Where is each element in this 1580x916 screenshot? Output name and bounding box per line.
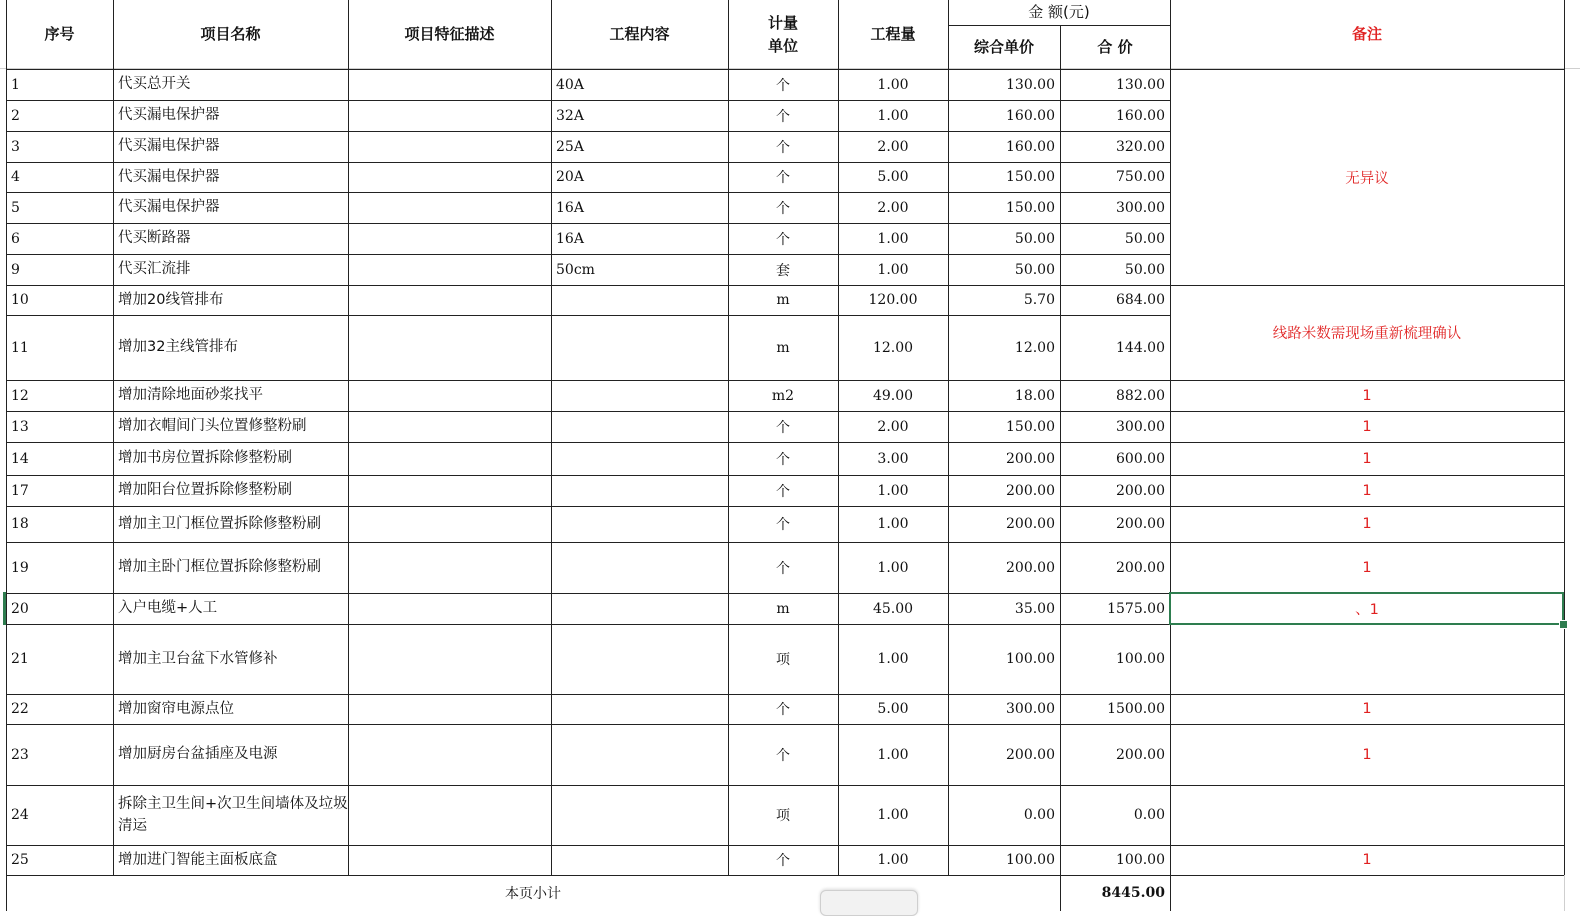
cell-total[interactable]: 750.00 (1116, 169, 1165, 185)
cell-total[interactable]: 200.00 (1116, 516, 1165, 532)
cell-unit[interactable]: 个 (776, 139, 790, 156)
cell-seq[interactable]: 6 (11, 230, 20, 247)
cell-qty[interactable]: 1.00 (877, 76, 909, 93)
cell-seq[interactable]: 23 (11, 746, 29, 763)
cell-total[interactable]: 50.00 (1124, 261, 1165, 278)
cell-desc[interactable] (348, 506, 551, 542)
cell-total[interactable]: 684.00 (1116, 292, 1165, 308)
cell-unit[interactable]: 个 (776, 747, 790, 764)
cell-qty[interactable]: 1.00 (877, 852, 909, 868)
cell-unit-price[interactable]: 12.00 (1014, 339, 1055, 356)
header-name[interactable]: 项目名称 (200, 25, 261, 44)
grid-line-v (113, 0, 114, 875)
grid-line-h (1170, 411, 1564, 412)
cell-seq[interactable]: 12 (11, 387, 29, 404)
grid-line-v (6, 0, 7, 911)
cell-desc[interactable] (348, 542, 551, 593)
cell-content[interactable] (551, 593, 728, 624)
cell-content[interactable] (551, 411, 728, 442)
cell-seq[interactable]: 14 (11, 450, 29, 467)
grid-line-h (6, 475, 1170, 476)
grid-line-h (1170, 506, 1564, 507)
cell-content[interactable] (551, 380, 728, 411)
cell-qty[interactable]: 3.00 (877, 450, 909, 467)
cell-name[interactable]: 代买汇流排 (118, 261, 191, 278)
cell-total[interactable]: 160.00 (1116, 107, 1165, 124)
cell-total[interactable]: 1575.00 (1107, 600, 1165, 617)
cell-unit[interactable]: 个 (776, 702, 790, 718)
cell-qty[interactable]: 1.00 (877, 261, 909, 278)
cell-note[interactable]: 、1 (1355, 602, 1379, 618)
cell-total[interactable]: 200.00 (1116, 559, 1165, 576)
cell-unit-price[interactable]: 100.00 (1006, 852, 1055, 868)
header-total[interactable]: 合 价 (1097, 37, 1133, 56)
header-desc[interactable]: 项目特征描述 (404, 25, 495, 44)
grid-line-h (6, 845, 1170, 846)
cell-desc[interactable] (348, 285, 551, 315)
grid-line-v (1060, 25, 1061, 911)
cell-qty[interactable]: 1.00 (877, 559, 909, 576)
cell-desc[interactable] (348, 624, 551, 694)
cell-desc[interactable] (348, 131, 551, 162)
grid-line-h (1170, 875, 1564, 876)
cell-total[interactable]: 200.00 (1116, 482, 1165, 499)
cell-qty[interactable]: 49.00 (872, 387, 914, 404)
fill-handle[interactable] (1559, 620, 1568, 629)
cell-qty[interactable]: 12.00 (872, 339, 914, 356)
cell-total[interactable]: 144.00 (1116, 339, 1165, 356)
grid-line-h (6, 100, 1170, 101)
grid-line-h (6, 411, 1170, 412)
cell-seq[interactable]: 9 (11, 261, 20, 278)
cell-note[interactable] (1170, 785, 1564, 845)
grid-line-v (1170, 0, 1171, 911)
cell-name[interactable]: 增加主卫门框位置拆除修整粉刷 (118, 515, 321, 532)
grid-line-h (6, 875, 1170, 876)
cell-seq[interactable]: 4 (11, 169, 20, 185)
grid-line-h (1170, 442, 1564, 443)
cell-note[interactable]: 1 (1362, 701, 1372, 717)
cell-unit[interactable]: 套 (776, 262, 790, 279)
cell-content[interactable] (551, 845, 728, 875)
header-amount-group[interactable]: 金 额(元) (1028, 3, 1090, 22)
header-qty[interactable]: 工程量 (870, 25, 916, 44)
grid-line-v (1564, 0, 1565, 875)
grid-line-h (6, 593, 1170, 594)
cell-total[interactable]: 882.00 (1116, 387, 1165, 404)
grid-line-h (1170, 845, 1564, 846)
grid-line-h (6, 542, 1170, 543)
cell-note[interactable]: 1 (1362, 418, 1372, 435)
cell-name[interactable]: 增加阳台位置拆除修整粉刷 (118, 482, 292, 499)
cell-unit[interactable]: 个 (776, 853, 790, 869)
cell-content[interactable] (551, 694, 728, 724)
header-unit-price[interactable]: 综合单价 (973, 37, 1034, 56)
cell-note[interactable]: 1 (1362, 516, 1372, 532)
cell-content[interactable]: 25A (556, 138, 584, 155)
cell-name[interactable]: 拆除主卫生间+次卫生间墙体及垃圾清运 (118, 795, 348, 834)
cell-total[interactable]: 320.00 (1116, 138, 1165, 155)
cell-note[interactable]: 1 (1362, 559, 1372, 576)
cell-unit[interactable]: 个 (776, 108, 790, 125)
cell-unit-price[interactable]: 160.00 (1006, 107, 1055, 124)
cell-name[interactable]: 增加清除地面砂浆找平 (118, 387, 263, 404)
cell-unit-price[interactable]: 300.00 (1006, 701, 1055, 717)
cell-unit-price[interactable]: 5.70 (1023, 292, 1055, 308)
cell-note[interactable]: 1 (1362, 852, 1372, 868)
grid-line-h (6, 442, 1170, 443)
subtotal-value[interactable]: 8445.00 (1101, 885, 1165, 901)
grid-line-h (1170, 542, 1564, 543)
cell-note[interactable] (1170, 624, 1564, 694)
grid-line-h (948, 25, 1170, 26)
cell-unit[interactable]: 个 (776, 77, 790, 94)
cell-content[interactable]: 20A (556, 169, 584, 185)
cell-name[interactable]: 代买漏电保护器 (118, 107, 220, 124)
grid-line-h (1170, 724, 1564, 725)
cell-desc[interactable] (348, 192, 551, 223)
cell-unit-price[interactable]: 160.00 (1006, 138, 1055, 155)
cell-qty[interactable]: 2.00 (877, 138, 909, 155)
cell-unit[interactable]: m (776, 292, 790, 308)
cell-name[interactable]: 入户电缆+人工 (118, 600, 218, 617)
cell-seq[interactable]: 3 (11, 138, 20, 155)
cell-unit-price[interactable]: 150.00 (1006, 418, 1055, 435)
grid-line-h (6, 254, 1170, 255)
cell-name[interactable]: 代买漏电保护器 (118, 168, 220, 185)
cell-note[interactable]: 1 (1362, 450, 1372, 467)
cell-content[interactable]: 16A (556, 230, 584, 247)
cell-unit-price[interactable]: 200.00 (1006, 450, 1055, 467)
cell-seq[interactable]: 5 (11, 199, 20, 216)
grid-line-h (6, 192, 1170, 193)
cell-unit[interactable]: m (776, 600, 790, 617)
header-seq[interactable]: 序号 (44, 25, 75, 44)
cell-seq[interactable]: 11 (11, 339, 29, 356)
header-note[interactable]: 备注 (1351, 25, 1382, 44)
grid-line-h (6, 724, 1170, 725)
cell-total[interactable]: 1500.00 (1107, 701, 1165, 717)
cell-seq[interactable]: 21 (11, 651, 29, 667)
cell-note[interactable]: 1 (1362, 746, 1372, 763)
cell-seq[interactable]: 19 (11, 559, 29, 576)
cell-unit[interactable]: 个 (776, 170, 790, 186)
cell-total[interactable]: 600.00 (1116, 450, 1165, 467)
cell-unit-price[interactable]: 50.00 (1014, 261, 1055, 278)
cell-seq[interactable]: 25 (11, 852, 29, 868)
cell-total[interactable]: 50.00 (1124, 230, 1165, 247)
grid-line-h (6, 69, 1564, 70)
cell-content[interactable] (551, 442, 728, 475)
cell-total[interactable]: 130.00 (1116, 76, 1165, 93)
cell-qty[interactable]: 1.00 (877, 230, 909, 247)
cell-desc[interactable] (348, 254, 551, 285)
cell-seq[interactable]: 2 (11, 107, 20, 124)
cell-seq[interactable]: 1 (11, 76, 20, 93)
grid-line-h (6, 694, 1170, 695)
cell-note[interactable]: 1 (1362, 482, 1372, 499)
cell-qty[interactable]: 5.00 (877, 169, 909, 185)
cell-name[interactable]: 增加厨房台盆插座及电源 (118, 746, 278, 763)
cell-unit[interactable]: 个 (776, 560, 790, 577)
grid-line-h (1170, 694, 1564, 695)
cell-unit[interactable]: 个 (776, 451, 790, 468)
cell-desc[interactable] (348, 442, 551, 475)
cell-unit[interactable]: 个 (776, 419, 790, 436)
cell-qty[interactable]: 1.00 (877, 482, 909, 499)
cell-qty[interactable]: 2.00 (877, 199, 909, 216)
cell-content[interactable]: 50cm (556, 261, 595, 278)
cell-unit[interactable]: m2 (771, 387, 795, 404)
header-content[interactable]: 工程内容 (609, 25, 670, 44)
grid-line-h (6, 624, 1170, 625)
cell-total[interactable]: 200.00 (1116, 746, 1165, 763)
note-merged-no-objection[interactable]: 无异议 (1345, 170, 1389, 187)
grid-line-h (6, 315, 1170, 316)
cell-qty[interactable]: 5.00 (877, 701, 909, 717)
cell-unit-price[interactable]: 130.00 (1006, 76, 1055, 93)
grid-line-v (948, 0, 949, 875)
cell-desc[interactable] (348, 593, 551, 624)
cell-desc[interactable] (348, 69, 551, 100)
note-merged-line-length[interactable]: 线路米数需现场重新梳理确认 (1272, 326, 1462, 342)
cell-unit-price[interactable]: 35.00 (1014, 600, 1055, 617)
cell-desc[interactable] (348, 223, 551, 254)
cell-seq[interactable]: 10 (11, 292, 29, 308)
cell-total[interactable]: 0.00 (1133, 807, 1165, 823)
cell-total[interactable]: 100.00 (1116, 852, 1165, 868)
grid-line-h (6, 285, 1170, 286)
cell-desc[interactable] (348, 785, 551, 845)
cell-desc[interactable] (348, 694, 551, 724)
cell-desc[interactable] (348, 845, 551, 875)
grid-line-h (6, 162, 1170, 163)
cell-unit-price[interactable]: 200.00 (1006, 482, 1055, 499)
grid-line-h (1170, 380, 1564, 381)
cell-name[interactable]: 代买漏电保护器 (118, 199, 220, 216)
cell-total[interactable]: 300.00 (1116, 199, 1165, 216)
cell-seq[interactable]: 24 (11, 807, 29, 823)
cell-name[interactable]: 增加衣帽间门头位置修整粉刷 (118, 418, 307, 435)
cell-desc[interactable] (348, 162, 551, 192)
cell-unit[interactable]: 个 (776, 483, 790, 500)
grid-line-h (6, 380, 1170, 381)
cell-seq[interactable]: 18 (11, 516, 29, 532)
cell-unit[interactable]: 个 (776, 200, 790, 217)
cell-desc[interactable] (348, 100, 551, 131)
row-selection-marker (3, 592, 6, 625)
cell-unit[interactable]: 项 (776, 652, 790, 668)
grid-line-h (1170, 475, 1564, 476)
cell-content[interactable] (551, 785, 728, 845)
cell-qty[interactable]: 1.00 (877, 107, 909, 124)
grid-line-h (6, 506, 1170, 507)
cell-name[interactable]: 代买漏电保护器 (118, 138, 220, 155)
cell-name[interactable]: 增加32主线管排布 (118, 339, 238, 356)
cell-unit[interactable]: 个 (776, 231, 790, 248)
cell-name[interactable]: 代买断路器 (118, 230, 191, 247)
cell-unit-price[interactable]: 150.00 (1006, 169, 1055, 185)
cell-total[interactable]: 300.00 (1116, 418, 1165, 435)
cell-qty[interactable]: 120.00 (868, 292, 918, 308)
cell-qty[interactable]: 1.00 (877, 651, 909, 667)
cell-name[interactable]: 增加进门智能主面板底盒 (118, 851, 278, 868)
header-unit[interactable]: 计量 单位 (767, 14, 798, 55)
cell-unit-price[interactable]: 0.00 (1023, 807, 1055, 823)
cell-unit-price[interactable]: 150.00 (1006, 199, 1055, 216)
cell-unit-price[interactable]: 200.00 (1006, 746, 1055, 763)
cell-content[interactable]: 40A (556, 76, 584, 93)
grid-line-v (1564, 875, 1565, 911)
cell-desc[interactable] (348, 475, 551, 506)
grid-line-v (728, 0, 729, 875)
cell-unit[interactable]: 个 (776, 517, 790, 533)
cell-content[interactable]: 32A (556, 107, 584, 124)
cell-name[interactable]: 增加主卫台盆下水管修补 (118, 650, 278, 667)
grid-line-h (1170, 785, 1564, 786)
cell-qty[interactable]: 1.00 (877, 746, 909, 763)
cell-qty[interactable]: 1.00 (877, 807, 909, 823)
grid-line-v (348, 0, 349, 875)
grid-line-v (838, 0, 839, 875)
cell-content[interactable]: 16A (556, 199, 584, 216)
cell-desc[interactable] (348, 315, 551, 380)
cell-name[interactable]: 增加20线管排布 (118, 291, 224, 308)
grid-line-h (6, 223, 1170, 224)
cell-seq[interactable]: 20 (11, 600, 29, 617)
cell-unit[interactable]: m (776, 339, 790, 356)
sheet-tab[interactable] (820, 890, 918, 916)
cell-desc[interactable] (348, 724, 551, 785)
cell-qty[interactable]: 1.00 (877, 516, 909, 532)
subtotal-label: 本页小计 (505, 886, 561, 902)
cell-unit-price[interactable]: 200.00 (1006, 559, 1055, 576)
cell-content[interactable] (551, 475, 728, 506)
cell-content[interactable] (551, 315, 728, 380)
grid-line-h (6, 131, 1170, 132)
cell-seq[interactable]: 13 (11, 418, 29, 435)
cell-seq[interactable]: 17 (11, 482, 29, 499)
cell-name[interactable]: 增加主卧门框位置拆除修整粉刷 (118, 559, 321, 576)
cell-unit[interactable]: 项 (776, 808, 790, 824)
grid-line-h (1170, 285, 1564, 286)
cell-content[interactable] (551, 542, 728, 593)
cell-unit-price[interactable]: 200.00 (1006, 516, 1055, 532)
cell-content[interactable] (551, 285, 728, 315)
cell-desc[interactable] (348, 411, 551, 442)
grid-line-v (551, 0, 552, 875)
cell-name[interactable]: 增加窗帘电源点位 (118, 700, 234, 717)
cell-name[interactable]: 增加书房位置拆除修整粉刷 (118, 450, 292, 467)
cell-content[interactable] (551, 624, 728, 694)
cell-unit-price[interactable]: 100.00 (1006, 651, 1055, 667)
cell-unit-price[interactable]: 18.00 (1014, 387, 1055, 404)
cell-name[interactable]: 代买总开关 (118, 76, 191, 93)
cell-unit-price[interactable]: 50.00 (1014, 230, 1055, 247)
cell-desc[interactable] (348, 380, 551, 411)
grid-line-h (6, 785, 1170, 786)
cell-content[interactable] (551, 506, 728, 542)
cell-qty[interactable]: 45.00 (872, 600, 914, 617)
cell-content[interactable] (551, 724, 728, 785)
grid-line-h (1170, 624, 1564, 625)
cell-total[interactable]: 100.00 (1116, 651, 1165, 667)
cell-seq[interactable]: 22 (11, 701, 29, 717)
grid-line-h (1170, 593, 1564, 594)
cell-qty[interactable]: 2.00 (877, 418, 909, 435)
cell-note[interactable]: 1 (1362, 387, 1372, 404)
